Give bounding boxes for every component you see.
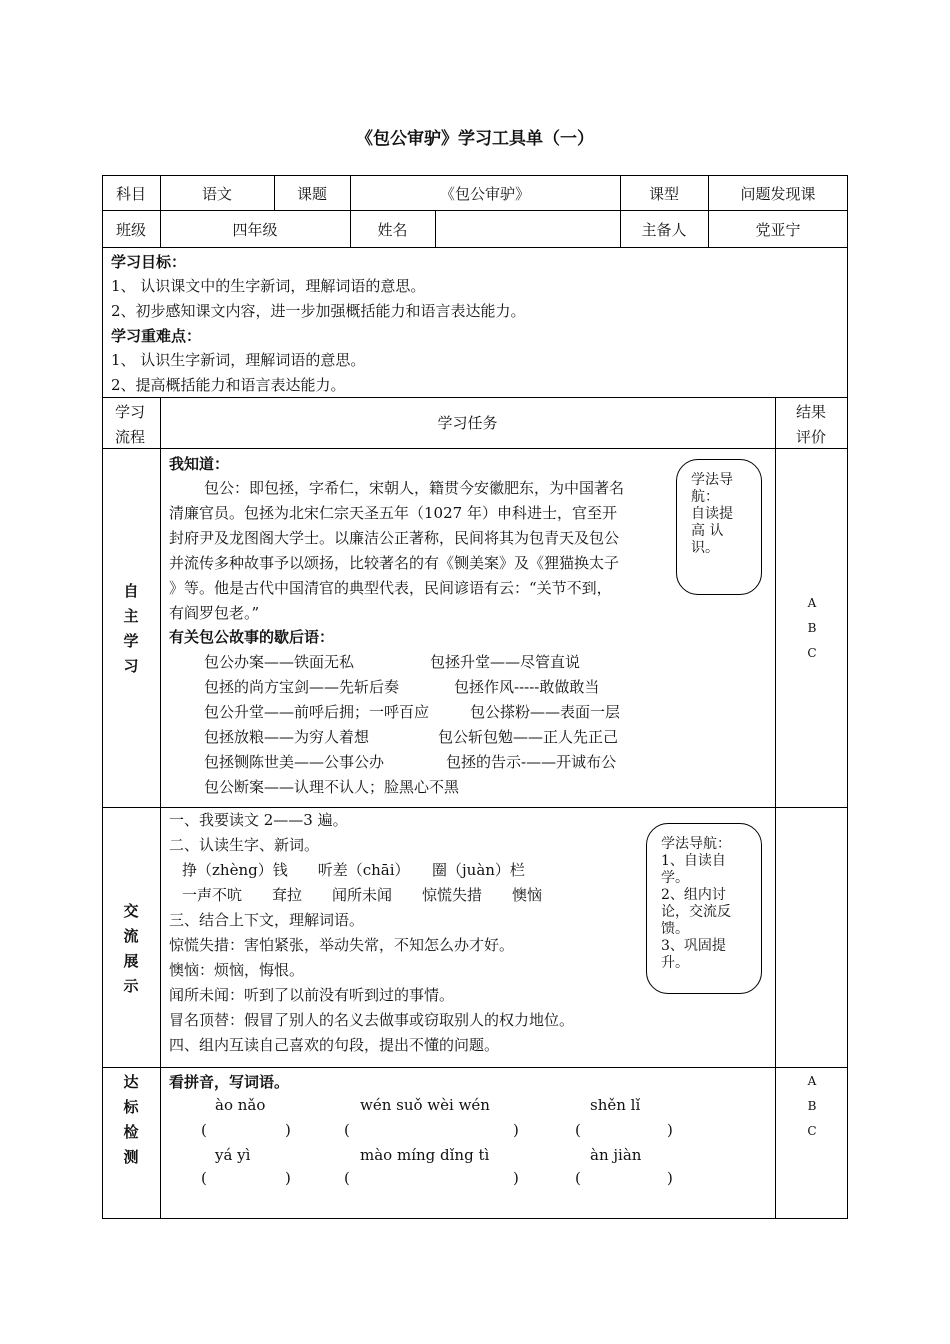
subject-value: 语文 — [201, 184, 232, 203]
table-border-bottom — [102, 1218, 848, 1219]
result-header: 评价 — [796, 428, 827, 446]
flow-header: 学习 — [115, 403, 146, 421]
answer-blank-close: ) — [667, 1121, 673, 1139]
intro-line: 》等。他是古代中国清官的典型代表，民间谚语有云：“关节不到， — [169, 579, 612, 597]
answer-blank[interactable]: ( — [575, 1121, 581, 1139]
intro-line: 封府尹及龙图阁大学士。以廉洁公正著称，民间将其为包青天及包公 — [169, 529, 620, 547]
task-header: 学习任务 — [437, 414, 498, 432]
answer-blank[interactable]: ( — [344, 1121, 350, 1139]
class-value: 四年级 — [232, 220, 278, 239]
saying: 包公断案——认理不认人；脸黑心不黑 — [204, 778, 460, 796]
test-label: 达 标 检 测 — [123, 1073, 139, 1166]
exchange-line: 二、认读生字、新词。 — [169, 836, 320, 854]
type-value: 问题发现课 — [740, 184, 816, 203]
sayings-heading: 有关包公故事的歇后语： — [169, 628, 335, 646]
saying: 包拯放粮——为穷人着想 — [204, 728, 370, 746]
study-guide-callout: 学法导航： 1、自读自 学。 2、组内讨 论，交流反 馈。 3、巩固提 升。 — [646, 823, 762, 994]
pinyin: wén suǒ wèi wén — [360, 1096, 490, 1114]
saying: 包公办案——铁面无私 — [204, 653, 355, 671]
answer-blank-close: ) — [667, 1169, 673, 1187]
exchange-line: 懊恼：烦恼，悔恨。 — [169, 961, 305, 979]
table-border-right — [847, 175, 848, 1219]
exchange-line: 三、结合上下文，理解词语。 — [169, 911, 365, 929]
saying: 包拯铡陈世美——公事公办 — [204, 753, 385, 771]
worksheet-table — [102, 175, 848, 1219]
pinyin: ào nǎo — [215, 1096, 266, 1114]
row-divider — [102, 448, 848, 449]
exchange-label: 交 流 展 示 — [123, 902, 139, 995]
goal-item: 1、 认识课文中的生字新词，理解词语的意思。 — [111, 277, 426, 295]
pinyin: yá yì — [215, 1146, 251, 1164]
saying: 包拯升堂——尽管直说 — [430, 653, 581, 671]
class-label: 班级 — [115, 220, 146, 239]
answer-blank-close: ) — [285, 1121, 291, 1139]
topic-value: 《包公审驴》 — [439, 184, 530, 203]
answer-blank-close: ) — [285, 1169, 291, 1187]
saying: 包拯的告示-——开诚布公 — [446, 753, 617, 771]
key-point-item: 2、提高概括能力和语言表达能力。 — [111, 376, 346, 394]
answer-blank[interactable]: ( — [575, 1169, 581, 1187]
study-guide-callout: 学法导 航： 自读提 高 认 识。 — [676, 459, 762, 595]
self-study-heading: 我知道： — [169, 455, 230, 473]
exchange-line: 一、我要读文 2——3 遍。 — [169, 811, 348, 829]
key-point-item: 1、 认识生字新词，理解词语的意思。 — [111, 351, 366, 369]
result-header: 结果 — [796, 403, 827, 421]
pinyin: àn jiàn — [590, 1146, 642, 1164]
answer-blank-close: ) — [513, 1121, 519, 1139]
row-divider — [102, 247, 848, 248]
saying: 包拯的尚方宝剑——先斩后奏 — [204, 678, 400, 696]
type-label: 课型 — [648, 184, 679, 203]
pinyin: shěn lǐ — [590, 1096, 641, 1114]
pinyin: mào míng dǐng tì — [360, 1146, 490, 1164]
answer-blank[interactable]: ( — [201, 1169, 207, 1187]
intro-line: 并流传多种故事予以颂扬，比较著名的有《铡美案》及《狸猫换太子 — [169, 554, 620, 572]
goal-item: 2、初步感知课文内容，进一步加强概括能力和语言表达能力。 — [111, 302, 526, 320]
exchange-line: 冒名顶替：假冒了别人的名义去做事或窃取别人的权力地位。 — [169, 1011, 575, 1029]
exchange-line: 惊慌失措：害怕紧张，举动失常，不知怎么办才好。 — [169, 936, 515, 954]
page-title: 《包公审驴》学习工具单（一） — [356, 129, 594, 149]
saying: 包拯作风-----敢做敢当 — [454, 678, 600, 696]
exchange-line: 一声不吭 耷拉 闻所未闻 惊慌失措 懊恼 — [182, 886, 543, 904]
preparer-value: 党亚宁 — [755, 220, 801, 239]
saying: 包公搽粉——表面一层 — [470, 703, 621, 721]
answer-blank[interactable]: ( — [344, 1169, 350, 1187]
row-divider — [102, 1067, 848, 1068]
test-heading: 看拼音，写词语。 — [169, 1073, 290, 1091]
intro-line: 有阎罗包老。” — [169, 604, 260, 622]
exchange-line: 挣（zhèng）钱 听差（chāi） 圈（juàn）栏 — [182, 861, 525, 879]
intro-line: 包公：即包拯，字希仁，宋朝人，籍贯今安徽肥东，为中国著名 — [204, 479, 625, 497]
goals-heading: 学习目标： — [111, 253, 187, 271]
self-study-evaluation: A B C — [807, 596, 817, 660]
answer-blank[interactable]: ( — [201, 1121, 207, 1139]
key-points-heading: 学习重难点： — [111, 327, 202, 345]
test-evaluation: A B C — [807, 1074, 817, 1138]
table-border-left — [102, 175, 103, 1219]
row-divider — [102, 807, 848, 808]
saying: 包公斩包勉——正人先正己 — [438, 728, 619, 746]
preparer-label: 主备人 — [641, 220, 687, 239]
topic-label: 课题 — [296, 184, 327, 203]
col-divider — [160, 397, 161, 1219]
name-label: 姓名 — [377, 220, 408, 239]
flow-header: 流程 — [115, 428, 146, 446]
name-field[interactable] — [435, 211, 620, 247]
exchange-line: 四、组内互读自己喜欢的句段，提出不懂的问题。 — [169, 1036, 500, 1054]
self-study-label: 自 主 学 习 — [123, 582, 139, 675]
subject-label: 科目 — [115, 184, 146, 203]
exchange-line: 闻所未闻：听到了以前没有听到过的事情。 — [169, 986, 455, 1004]
answer-blank-close: ) — [513, 1169, 519, 1187]
saying: 包公升堂——前呼后拥；一呼百应 — [204, 703, 430, 721]
col-divider — [775, 397, 776, 1219]
intro-line: 清廉官员。包拯为北宋仁宗天圣五年（1027 年）申科进士，官至开 — [169, 504, 617, 522]
